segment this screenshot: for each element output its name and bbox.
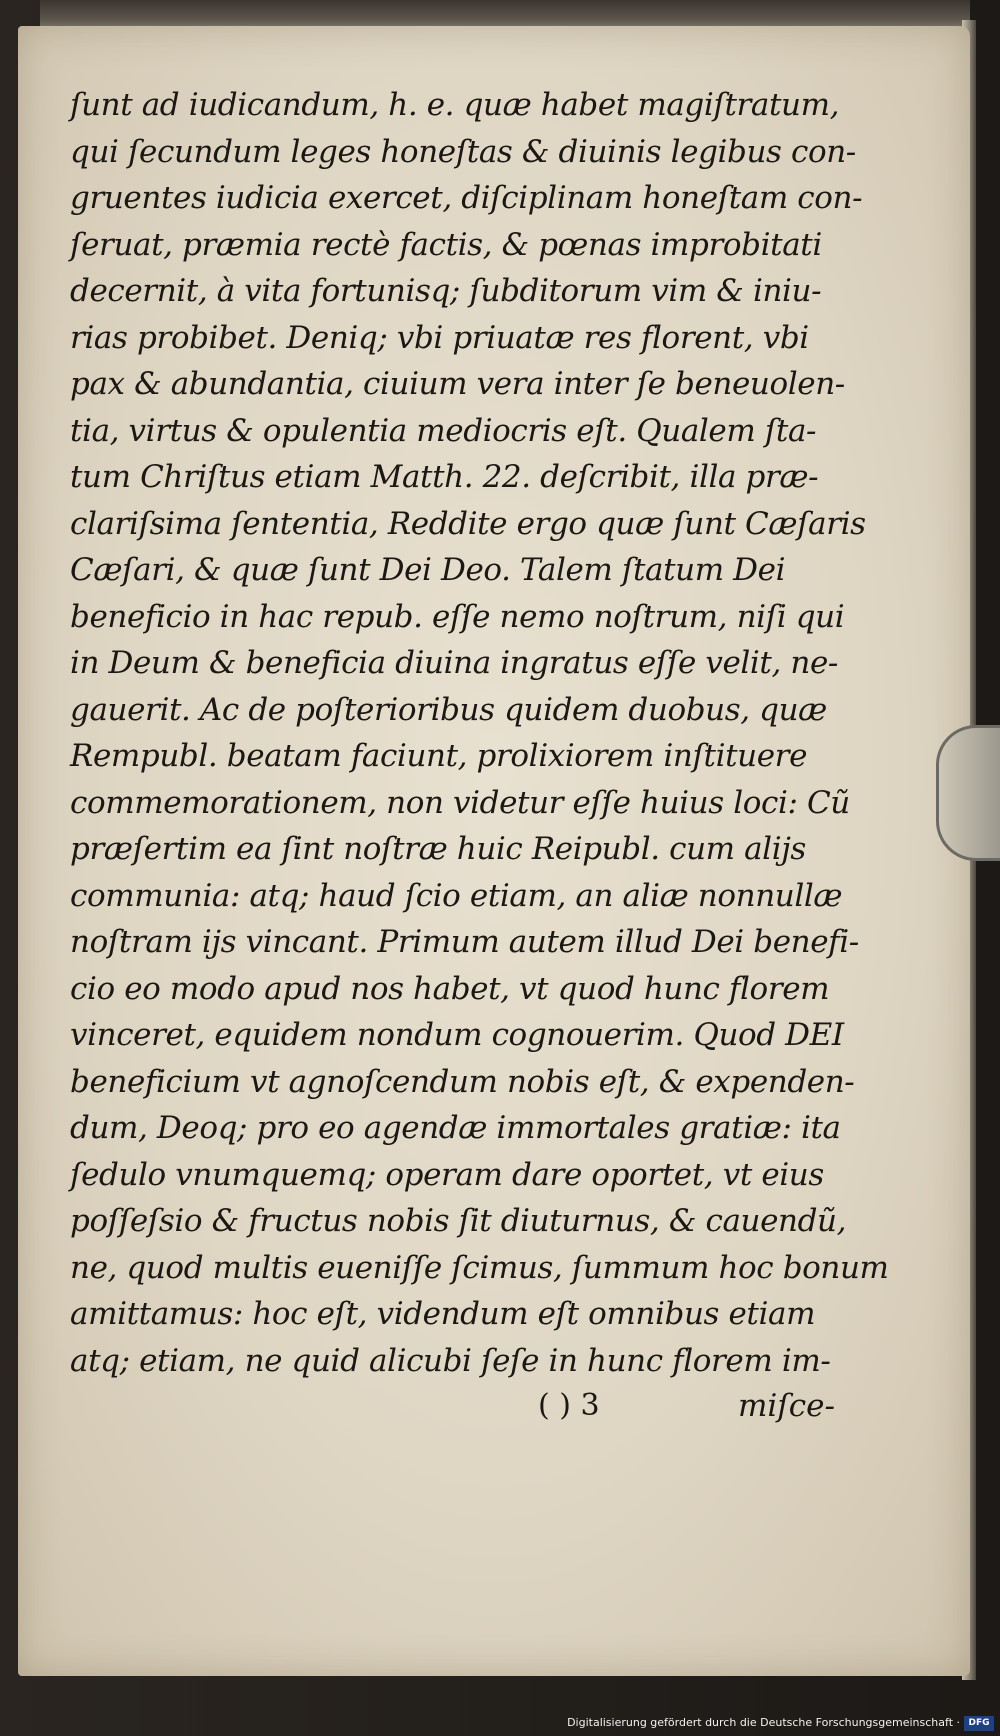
text-line: beneficio in hac repub. eſſe nemo noſtrum, niſi qui [70, 598, 845, 635]
footer-credit: Digitalisierung gefördert durch die Deutsche Forschungsgemeinschaft · [567, 1716, 960, 1729]
text-line: rias probibet. Deniq; vbi priuatæ res florent, vbi [70, 319, 809, 356]
text-line: clariſsima ſententia, Reddite ergo quæ ſunt Cæſaris [70, 505, 866, 542]
text-line: dum, Deoq; pro eo agendæ immortales gratiæ: ita [70, 1110, 841, 1146]
dfg-logo-icon: DFG [964, 1716, 994, 1731]
text-line: gauerit. Ac de poſterioribus quidem duobus, quæ [70, 691, 827, 728]
signature-mark: ( ) 3 [538, 1388, 600, 1423]
page-clip-tab [936, 725, 1000, 861]
book-page [18, 26, 970, 1676]
text-line: præſertim ea ſint noſtræ huic Reipubl. cum alijs [70, 831, 806, 867]
text-line: poſſeſsio & fructus nobis ſit diuturnus, & cauendũ, [70, 1203, 847, 1239]
text-line: pax & abundantia, ciuium vera inter ſe beneuolen- [70, 366, 845, 402]
page-foot [18, 1388, 1000, 1438]
text-line: beneficium vt agnoſcendum nobis eſt, & expenden- [70, 1063, 855, 1100]
text-line: decernit, à vita fortunisq; ſubditorum vim & iniu- [70, 273, 822, 309]
text-line: Cæſari, & quæ ſunt Dei Deo. Talem ſtatum Dei [70, 552, 786, 588]
text-line: qui ſecundum leges honeſtas & diuinis legibus con- [70, 133, 856, 170]
text-line: tia, virtus & opulentia mediocris eſt. Qualem ſta- [70, 412, 817, 449]
text-line: ſeruat, præmia rectè factis, & pœnas improbitati [70, 226, 822, 263]
text-line: in Deum & beneficia diuina ingratus eſſe velit, ne- [70, 645, 838, 681]
text-line: ſedulo vnumquemq; operam dare oportet, vt eius [70, 1156, 824, 1193]
text-line: ſunt ad iudicandum, h. e. quæ habet magiſtratum, [70, 87, 840, 123]
digitization-footer [0, 1714, 1000, 1736]
text-line: amittamus: hoc eſt, videndum eſt omnibus etiam [70, 1296, 816, 1332]
text-line: Rempubl. beatam faciunt, prolixiorem inſtituere [70, 738, 808, 774]
text-line: ne, quod multis eueniſſe ſcimus, ſummum hoc bonum [70, 1249, 889, 1286]
text-line: tum Chriſtus etiam Matth. 22. deſcribit, illa præ- [70, 459, 819, 495]
catchword: miſce- [738, 1388, 835, 1424]
text-line: communia: atq; haud ſcio etiam, an aliæ nonnullæ [70, 877, 843, 914]
body-text [70, 82, 889, 1384]
text-line: commemorationem, non videtur eſſe huius loci: Cũ [70, 784, 850, 821]
text-line: noſtram ijs vincant. Primum autem illud Dei benefi- [70, 924, 859, 960]
text-line: gruentes iudicia exercet, diſciplinam honeſtam con- [70, 180, 863, 216]
text-line: vinceret, equidem nondum cognouerim. Quod DEI [70, 1017, 844, 1053]
text-line: atq; etiam, ne quid alicubi ſeſe in hunc florem im- [70, 1342, 831, 1379]
text-line: cio eo modo apud nos habet, vt quod hunc florem [70, 970, 830, 1007]
